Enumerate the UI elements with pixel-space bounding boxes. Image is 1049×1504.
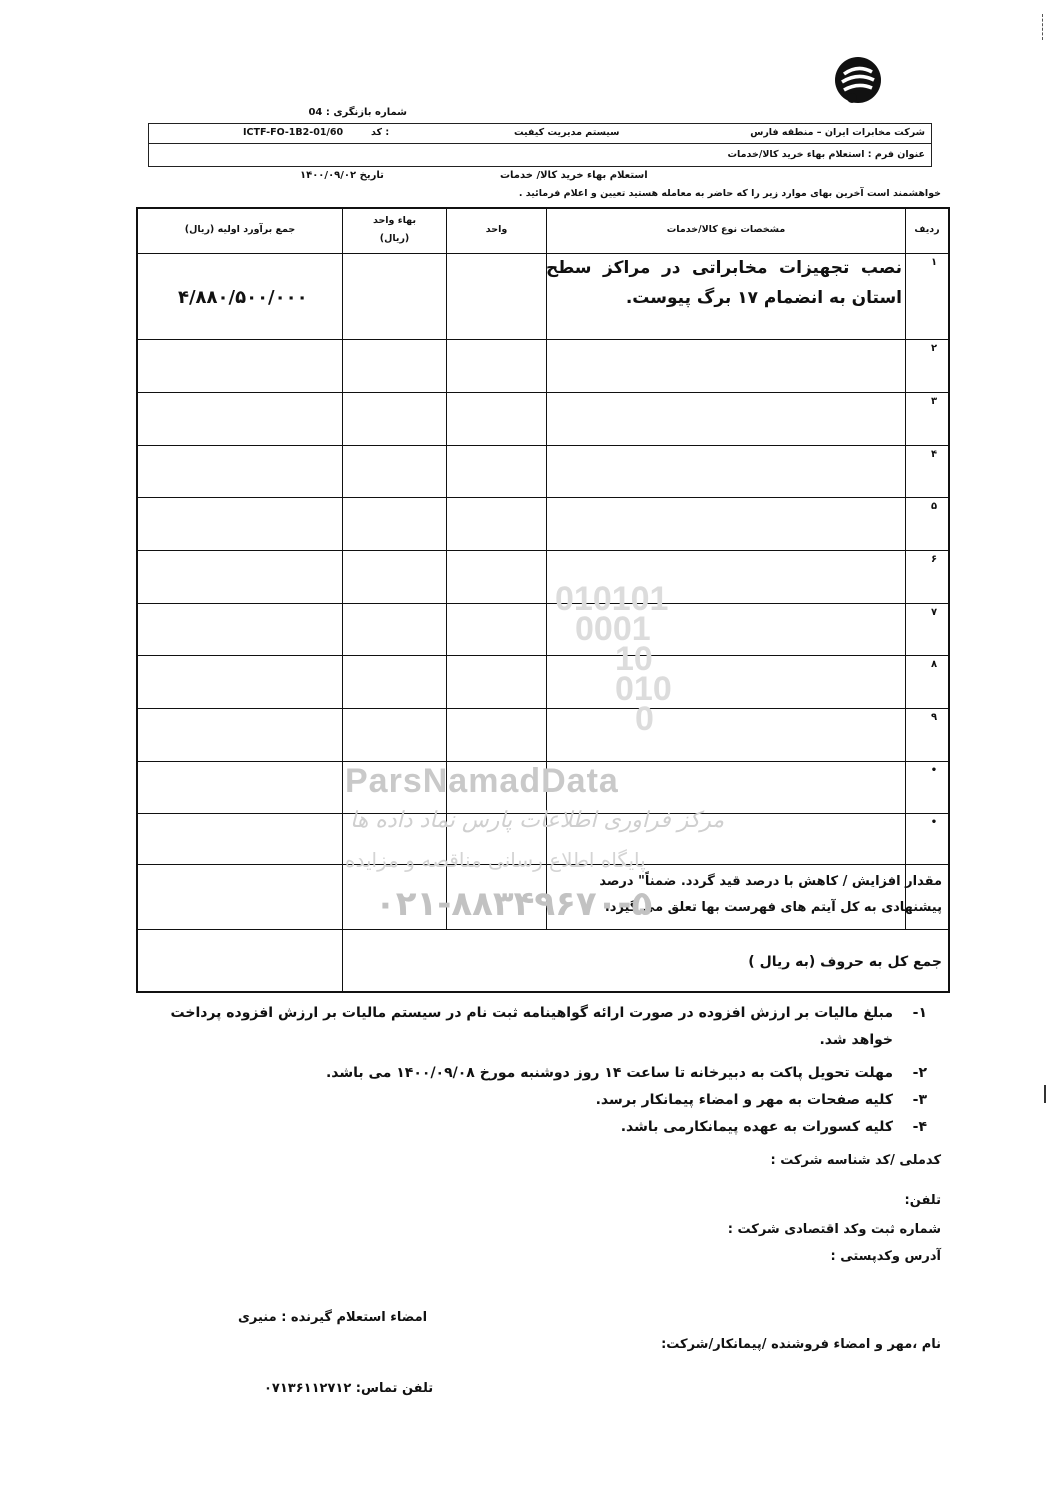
column-divider bbox=[546, 209, 547, 929]
row-number: ۸ bbox=[930, 659, 938, 670]
notes-list bbox=[147, 1000, 927, 1141]
contact-phone: تلفن تماس: ۰۷۱۳۶۱۱۲۷۱۲ bbox=[264, 1381, 434, 1396]
header-row bbox=[149, 146, 931, 166]
header-row bbox=[149, 124, 931, 144]
inquiry-title: استعلام بهاء خرید کالا/ خدمات bbox=[500, 170, 648, 181]
header-row-number: ردیف bbox=[914, 224, 940, 235]
row-number: ۴ bbox=[930, 449, 938, 460]
row-divider bbox=[138, 392, 948, 393]
watermark-line: پایگاه اطلاع رسانی مناقصه و مزایده bbox=[345, 848, 646, 872]
header-total: جمع برآورد اولیه (ریال) bbox=[184, 224, 296, 235]
note-item: ۴- کلیه کسورات به عهده پیمانکارمی باشد. bbox=[620, 1119, 927, 1135]
header-unit-price-currency: (ریال) bbox=[379, 233, 410, 244]
scan-edge-mark bbox=[1044, 1085, 1046, 1103]
inquiry-date: تاریخ ۱۴۰۰/۰۹/۰۲ bbox=[300, 170, 384, 181]
form-header bbox=[148, 123, 932, 167]
column-divider bbox=[342, 209, 343, 993]
row-divider bbox=[138, 497, 948, 498]
national-id-field: کدملی /کد شناسه شرکت : bbox=[770, 1153, 941, 1168]
scan-edge-mark bbox=[1042, 14, 1045, 40]
adjustment-note: مقدار افزایش / کاهش با درصد قید گردد. ضمناً" درصد پیشنهادی به کل آیتم های فهرست بها تعلق می گیرد. bbox=[599, 874, 942, 915]
revision-number: شماره بازنگری : 04 bbox=[308, 107, 407, 118]
row-divider bbox=[138, 603, 948, 604]
row-divider bbox=[138, 339, 948, 340]
row-divider bbox=[138, 708, 948, 709]
request-text: خواهشمند است آخرین بهای موارد زیر را که حاضر به معامله هستید تعیین و اعلام فرمائید . bbox=[518, 188, 941, 199]
system-name: سیستم مدیریت کیفیت bbox=[514, 127, 620, 138]
registration-field: شماره ثبت وکد اقتصادی شرکت : bbox=[727, 1222, 941, 1237]
note-item: ۱- مبلغ مالیات بر ارزش افزوده در صورت ارائه گواهینامه ثبت نام در سیستم مالیات بر ارزش افزوده پرداخت خواهد شد. bbox=[170, 1005, 927, 1048]
form-title: عنوان فرم : استعلام بهاء خرید کالا/خدمات bbox=[727, 149, 925, 160]
row-divider bbox=[138, 929, 948, 930]
address-field: آدرس وکدپستی : bbox=[830, 1249, 941, 1264]
seller-signature: نام ،مهر و امضاء فروشنده /پیمانکار/شرکت: bbox=[661, 1337, 941, 1352]
row-number: ۷ bbox=[930, 607, 938, 618]
row-divider bbox=[138, 655, 948, 656]
total-in-words: جمع کل به حروف (به ریال ) bbox=[748, 954, 942, 970]
watermark-line: مرکز فراوری اطلاعات پارس نماد داده ها bbox=[350, 808, 725, 833]
header-unit: واحد bbox=[485, 224, 508, 235]
row-divider bbox=[138, 550, 948, 551]
row-number: ۱ bbox=[930, 257, 938, 268]
watermark-digits: 010101 0001 10 010 0 bbox=[555, 580, 672, 738]
header-description: مشخصات نوع کالا/خدمات bbox=[666, 224, 786, 235]
company-name: شرکت مخابرات ایران – منطقه فارس bbox=[750, 127, 925, 138]
header-unit-price: بهاء واحد bbox=[372, 215, 417, 226]
note-item: ۳- کلیه صفحات به مهر و امضاء پیمانکار برسد. bbox=[595, 1092, 927, 1108]
item-total-amount: ۴/۸۸۰/۵۰۰/۰۰۰ bbox=[178, 287, 308, 308]
row-number: • bbox=[930, 765, 938, 776]
code-label: کد : bbox=[371, 127, 390, 138]
receiver-signature: امضاء استعلام گیرنده : منیری bbox=[238, 1310, 428, 1325]
items-table bbox=[136, 207, 950, 993]
row-number: ۲ bbox=[930, 343, 938, 354]
row-number: • bbox=[930, 817, 938, 828]
row-number: ۶ bbox=[930, 554, 938, 565]
row-number: ۹ bbox=[930, 712, 938, 723]
form-code: ICTF-FO-1B2-01/60 bbox=[243, 127, 344, 138]
watermark-phone: ۰۲۱-۸۸۳۴۹۶۷۰-۵ bbox=[375, 884, 653, 924]
row-number: ۵ bbox=[930, 501, 938, 512]
row-number: ۳ bbox=[930, 396, 938, 407]
column-divider bbox=[905, 209, 906, 929]
row-divider bbox=[138, 761, 948, 762]
item-description: نصب تجهیزات مخابراتی در مراکز سطح استان به انضمام ۱۷ برگ پیوست. bbox=[546, 258, 902, 308]
row-divider bbox=[138, 864, 948, 865]
note-item: ۲- مهلت تحویل پاکت به دبیرخانه تا ساعت ۱۴ روز دوشنبه مورخ ۱۴۰۰/۰۹/۰۸ می باشد. bbox=[325, 1065, 927, 1081]
company-logo-icon bbox=[832, 54, 884, 106]
row-divider bbox=[138, 445, 948, 446]
row-divider bbox=[138, 813, 948, 814]
column-divider bbox=[446, 209, 447, 929]
watermark-title: ParsNamadData bbox=[345, 762, 619, 800]
phone-field: تلفن: bbox=[904, 1193, 941, 1208]
